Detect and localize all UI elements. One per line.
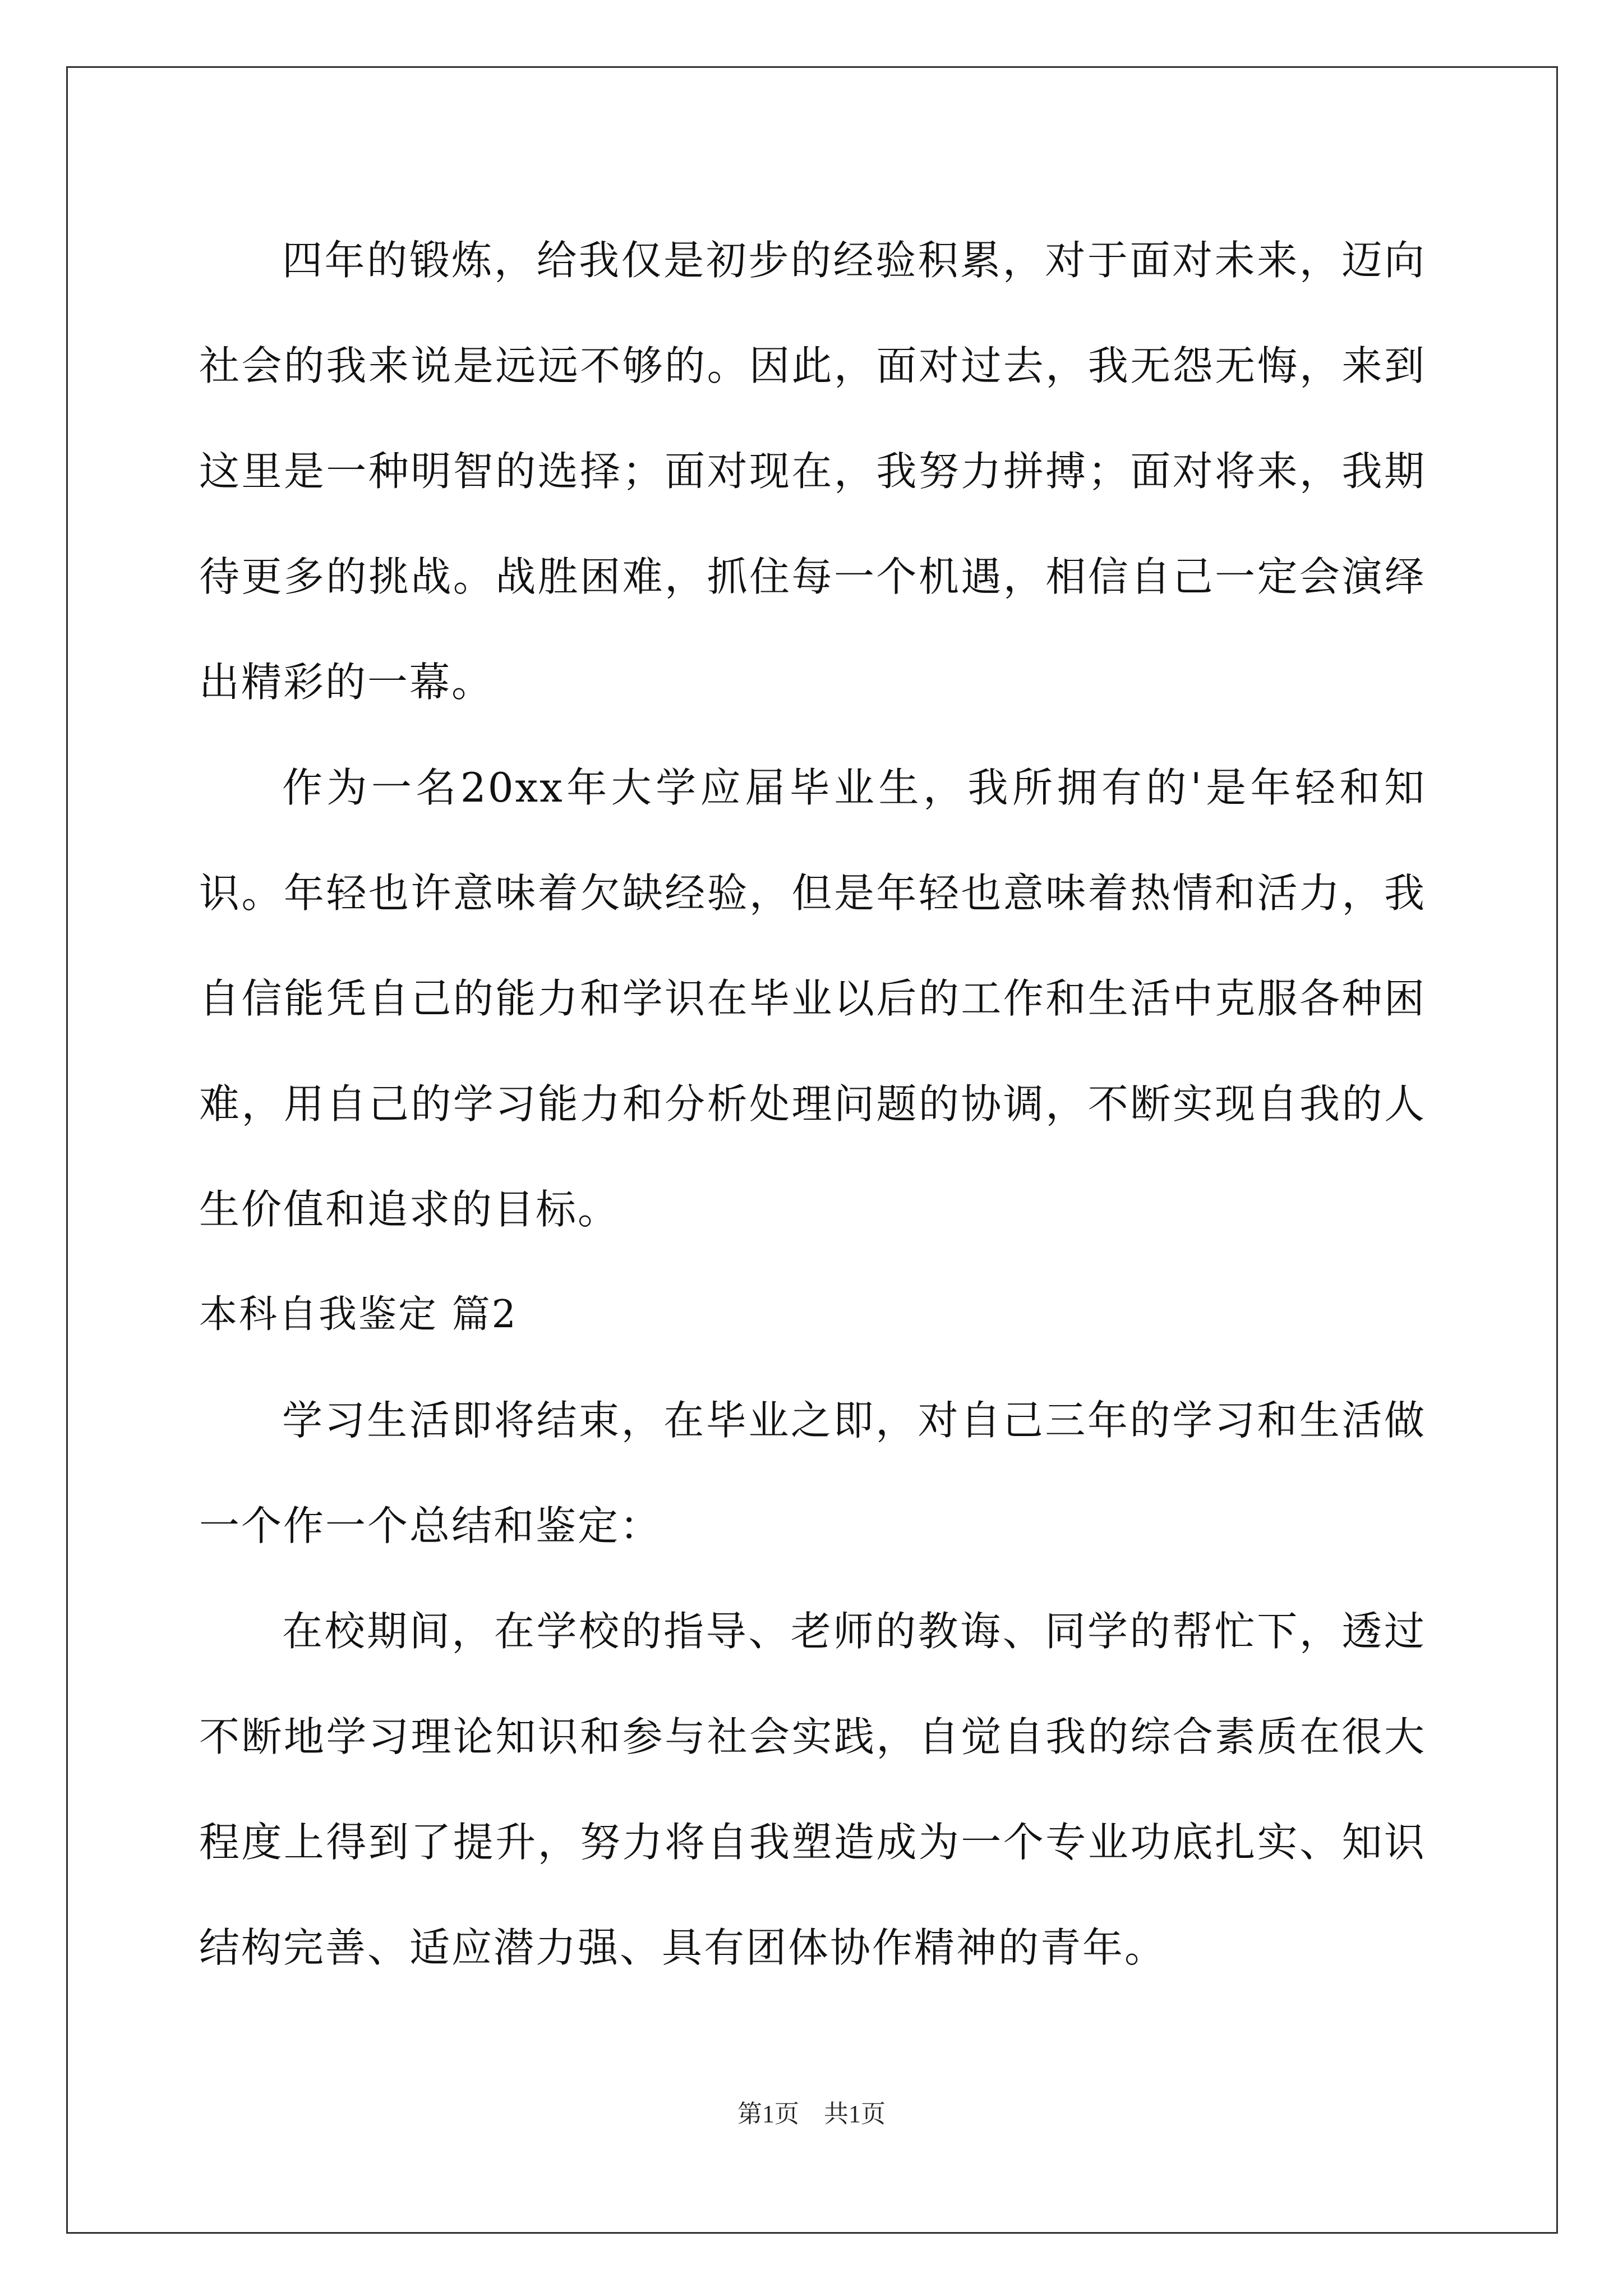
- section-heading: 本科自我鉴定 篇2: [199, 1292, 518, 1337]
- page-footer: [0, 2093, 1623, 2129]
- page-number: 第1页: [737, 2100, 799, 2128]
- document-body: [199, 208, 1426, 2000]
- page-total: 共1页: [824, 2100, 886, 2128]
- paragraph-1: 四年的锻炼，给我仅是初步的经验积累，对于面对未来，迈向社会的我来说是远远不够的。因此，面对过去，我无怨无悔，来到这里是一种明智的选择；面对现在，我努力拼搏；面对将来，我期待更多的挑战。战胜困难，抓住每一个机遇，相信自己一定会演绎出精彩的一幕。: [199, 237, 1426, 706]
- paragraph-3: 学习生活即将结束，在毕业之即，对自己三年的学习和生活做一个作一个总结和鉴定：: [199, 1397, 1426, 1549]
- paragraph-2: 作为一名20xx年大学应届毕业生，我所拥有的'是年轻和知识。年轻也许意味着欠缺经验，但是年轻也意味着热情和活力，我自信能凭自己的能力和学识在毕业以后的工作和生活中克服各种困难，用自己的学习能力和分析处理问题的协调，不断实现自我的人生价值和追求的目标。: [199, 764, 1426, 1233]
- paragraph-4: 在校期间，在学校的指导、老师的教诲、同学的帮忙下，透过不断地学习理论知识和参与社会实践，自觉自我的综合素质在很大程度上得到了提升，努力将自我塑造成为一个专业功底扎实、知识结构完善、适应潜力强、具有团体协作精神的青年。: [199, 1608, 1426, 1971]
